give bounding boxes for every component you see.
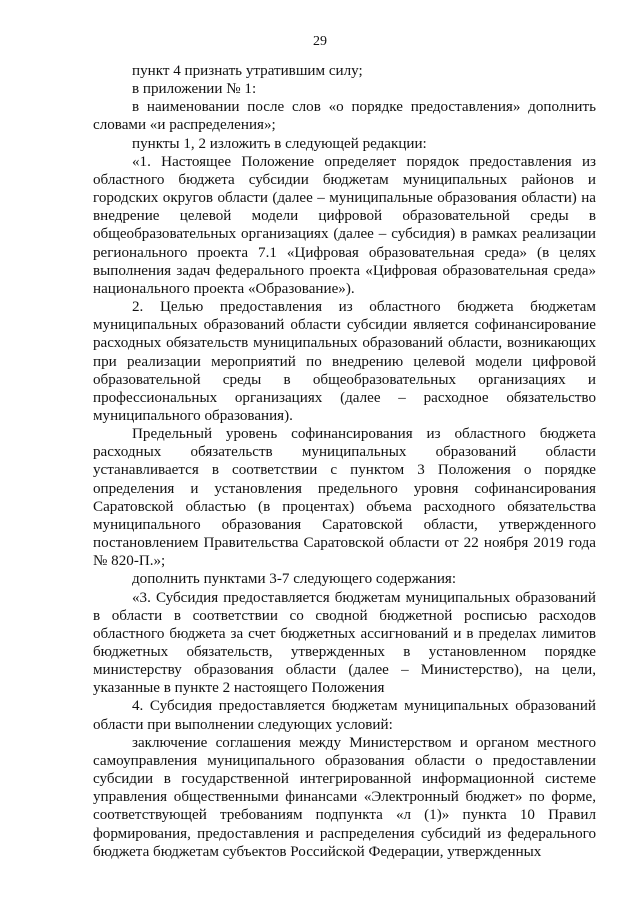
page-number: 29	[313, 34, 327, 49]
paragraph: пункт 4 признать утратившим силу;	[132, 63, 363, 79]
paragraph: «1. Настоящее Положение определяет порядок предоставления из областного бюджета субсидии бюджетам муниципальных районов и городских округов области (далее – муниципальные образования области) на внедрение целевой модели цифровой образовательной среды в общеобразовательных организациях (далее – субсидия) в рамках реализации регионального проекта 7.1 «Цифровая образовательная среда» (в целях выполнения задач федерального проекта «Цифровая образовательная среда» национального проекта «Образование»).	[93, 153, 596, 297]
paragraph: пункты 1, 2 изложить в следующей редакции:	[132, 135, 427, 152]
paragraph: 4. Субсидия предоставляется бюджетам муниципальных образований области при выполнении следующих условий:	[93, 698, 596, 733]
paragraph: 2. Целью предоставления из областного бюджета бюджетам муниципальных образований области субсидии является софинансирование расходных обязательств муниципальных образований области, возникающих при реализации мероприятий по внедрению целевой модели цифровой образовательной среды в общеобразовательных организациях и профессиональных организациях (далее – расходное обязательство муниципального образования).	[93, 299, 596, 424]
document-body	[93, 62, 596, 861]
paragraph: «3. Субсидия предоставляется бюджетам муниципальных образований в области в соответствии со сводной бюджетной росписью расходов областного бюджета за счет бюджетных ассигнований и в пределах лимитов бюджетных обязательств, утвержденных в установленном порядке министерству образования области (далее – Министерство), на цели, указанные в пункте 2 настоящего Положения	[93, 589, 596, 697]
paragraph: в приложении № 1:	[132, 81, 257, 98]
paragraph: Предельный уровень софинансирования из областного бюджета расходных обязательств муниципальных образований области устанавливается в соответствии с пунктом 3 Положения о порядке определения и установления предельного уровня софинансирования Саратовской областью (в процентах) объема расходного обязательства муниципального образования Саратовской области, утвержденного постановлением Правительства Саратовской области от 22 ноября 2019 года № 820-П.»;	[93, 426, 596, 570]
paragraph: в наименовании после слов «о порядке предоставления» дополнить словами «и распределения»;	[93, 99, 596, 134]
paragraph: дополнить пунктами 3-7 следующего содержания:	[132, 571, 457, 588]
paragraph: заключение соглашения между Министерством и органом местного самоуправления муниципального образования области о предоставлении субсидии в государственной интегрированной информационной системе управления общественными финансами «Электронный бюджет» по форме, соответствующей требованиям подпункта «л (1)» пункта 10 Правил формирования, предоставления и распределения субсидий из федерального бюджета бюджетам субъектов Российской Федерации, утвержденных	[93, 734, 596, 860]
